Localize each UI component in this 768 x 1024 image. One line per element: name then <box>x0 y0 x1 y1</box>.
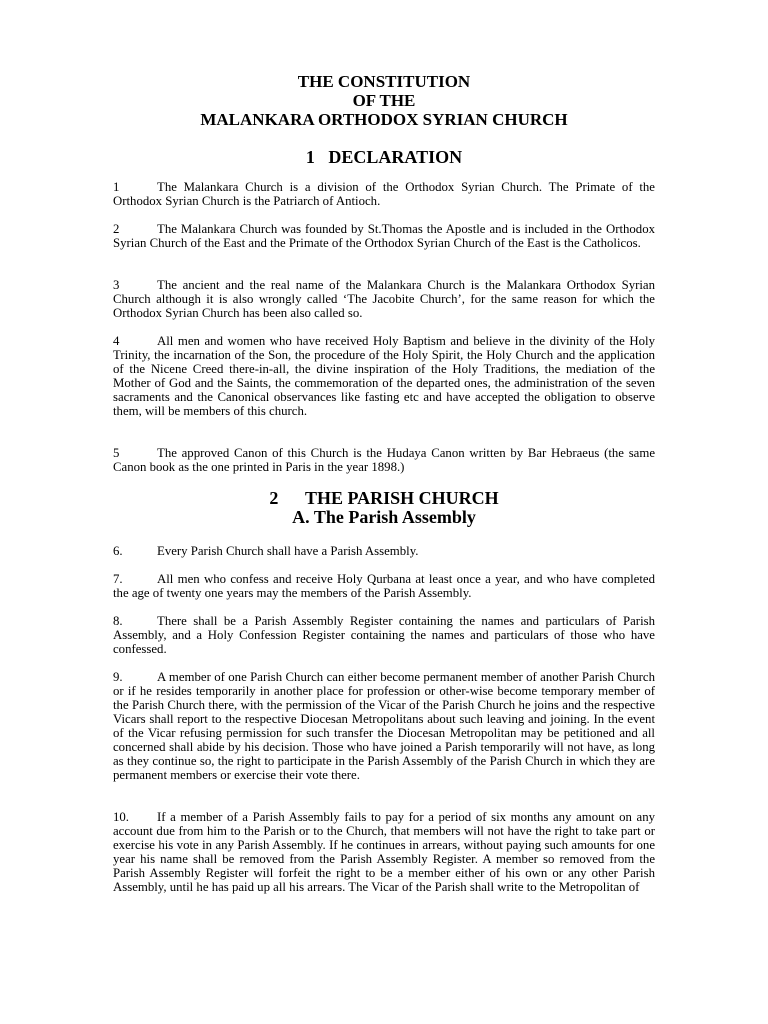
paragraph-5 <box>113 446 655 474</box>
paragraph-text: The approved Canon of this Church is the Hudaya Canon written by Bar Hebraeus (the same Canon book as the one printed in Paris in the year 1898.) <box>113 446 655 474</box>
document-title-line-1: THE CONSTITUTION <box>297 72 471 91</box>
section-heading-declaration: 1 DECLARATION <box>305 147 463 167</box>
paragraph-text: All men and women who have received Holy Baptism and believe in the divinity of the Holy Trinity, the incarnation of the Son, the procedure of the Holy Spirit, the Holy Church and the application of the Nicene Creed there-in-all, the divine inspiration of the Holy Traditions, the mediation of the Mother of God and the Saints, the commemoration of the departed ones, the administration of the seven sacraments and the Canonical observances like fasting etc and have accepted the obligation to observe them, will be members of this church. <box>113 334 655 418</box>
paragraph-number: 1 <box>113 180 120 194</box>
paragraph-text: The ancient and the real name of the Malankara Church is the Malankara Orthodox Syrian Church although it is also wrongly called ‘The Jacobite Church’, for the same reason for which the Orthodox Syrian Church has been also called so. <box>113 278 655 320</box>
paragraph-text: All men who confess and receive Holy Qurbana at least once a year, and who have completed the age of twenty one years may the members of the Parish Assembly. <box>113 572 655 600</box>
paragraph-6 <box>113 544 655 558</box>
paragraph-3 <box>113 278 655 320</box>
document-title-line-3: MALANKARA ORTHODOX SYRIAN CHURCH <box>200 110 568 129</box>
paragraph-4 <box>113 334 655 418</box>
paragraph-text: A member of one Parish Church can either become permanent member of another Parish Church or if he resides temporarily in another place for profession or other-wise become temporary member of the Parish Church there, with the permission of the Vicar of the Parish Church he joins and the respective Vicars shall report to the respective Diocesan Metropolitans about such leaving and joining. In the event of the Vicar refusing permission for such transfer the Diocesan Metropolitan may be petitioned and all concerned shall abide by his decision. Those who have joined a Parish temporarily will not have, as long as they continue so, the right to participate in the Parish Assembly of the Parish Church in which they are permanent members or exercise their vote there. <box>113 670 655 782</box>
paragraph-number: 9. <box>113 670 123 684</box>
paragraph-1 <box>113 180 655 208</box>
paragraph-number: 2 <box>113 222 120 236</box>
paragraph-8 <box>113 614 655 656</box>
paragraph-text: The Malankara Church is a division of the Orthodox Syrian Church. The Primate of the Orthodox Syrian Church is the Patriarch of Antioch. <box>113 180 655 208</box>
paragraph-10 <box>113 810 655 894</box>
paragraph-number: 6. <box>113 544 123 558</box>
paragraph-number: 7. <box>113 572 123 586</box>
paragraph-number: 3 <box>113 278 120 292</box>
paragraph-text: The Malankara Church was founded by St.Thomas the Apostle and is included in the Orthodox Syrian Church of the East and the Primate of the Orthodox Syrian Church of the East is the Catholicos. <box>113 222 655 250</box>
paragraph-text: There shall be a Parish Assembly Register containing the names and particulars of Parish Assembly, and a Holy Confession Register containing the names and particulars of those who have confessed. <box>113 614 655 656</box>
section-heading-parish-church: 2 THE PARISH CHURCH <box>269 488 499 508</box>
paragraph-number: 10. <box>113 810 129 824</box>
paragraph-2 <box>113 222 655 250</box>
paragraph-9 <box>113 670 655 782</box>
paragraph-number: 5 <box>113 446 120 460</box>
subsection-heading-parish-assembly: A. The Parish Assembly <box>292 507 476 527</box>
paragraph-text: If a member of a Parish Assembly fails to pay for a period of six months any amount on any account due from him to the Parish or to the Church, that members will not have the right to take part or exercise his vote in any Parish Assembly. If he continues in arrears, without paying such amounts for one year his name shall be removed from the Parish Assembly Register. A member so removed from the Parish Assembly Register will forfeit the right to be a member either of his own or any other Parish Assembly, until he has paid up all his arrears. The Vicar of the Parish shall write to the Metropolitan of <box>113 810 655 894</box>
paragraph-number: 4 <box>113 334 120 348</box>
paragraph-7 <box>113 572 655 600</box>
paragraph-text: Every Parish Church shall have a Parish Assembly. <box>157 544 419 558</box>
paragraph-number: 8. <box>113 614 123 628</box>
document-title-line-2: OF THE <box>352 91 416 110</box>
